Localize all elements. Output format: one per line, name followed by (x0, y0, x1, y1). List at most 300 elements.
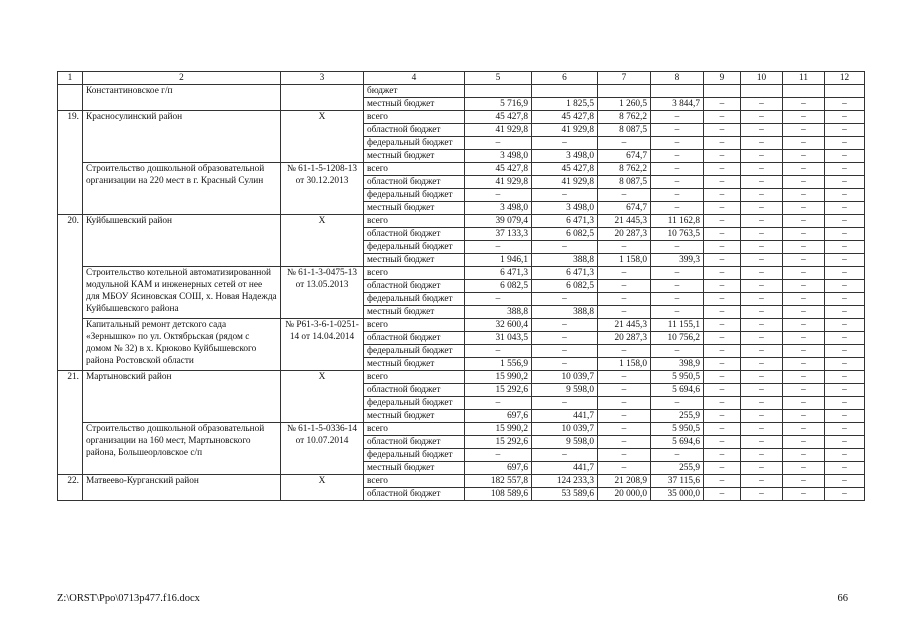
empty-dash-cell: – (825, 124, 865, 137)
budget-type-cell: местный бюджет (364, 462, 465, 475)
column-header: 7 (598, 72, 651, 85)
value-cell: 399,3 (651, 254, 704, 267)
empty-dash-cell: – (704, 267, 741, 280)
value-cell: 37 133,3 (465, 228, 532, 241)
value-cell: 398,9 (651, 358, 704, 371)
empty-dash-cell: – (783, 137, 825, 150)
empty-dash-cell: – (825, 345, 865, 358)
value-cell: 41 929,8 (532, 124, 598, 137)
empty-dash-cell: – (741, 124, 783, 137)
budget-type-cell: федеральный бюджет (364, 345, 465, 358)
value-cell: – (465, 241, 532, 254)
value-cell: 45 427,8 (465, 163, 532, 176)
budget-type-cell: всего (364, 111, 465, 124)
empty-dash-cell: – (825, 384, 865, 397)
value-cell: – (598, 397, 651, 410)
empty-dash-cell: – (704, 449, 741, 462)
empty-dash-cell: – (783, 475, 825, 488)
empty-dash-cell: – (741, 176, 783, 189)
empty-dash-cell: – (704, 124, 741, 137)
empty-dash-cell: – (704, 306, 741, 319)
empty-dash-cell: – (825, 176, 865, 189)
empty-dash-cell: – (783, 319, 825, 332)
value-cell: – (532, 345, 598, 358)
empty-dash-cell: – (783, 449, 825, 462)
value-cell: 41 929,8 (465, 176, 532, 189)
column-header: 4 (364, 72, 465, 85)
value-cell: – (598, 449, 651, 462)
column-header: 5 (465, 72, 532, 85)
value-cell (598, 85, 651, 98)
value-cell: – (532, 293, 598, 306)
empty-dash-cell: – (783, 254, 825, 267)
object-name-cell: Строительство дошкольной образовательной организации на 220 мест в г. Красный Сулин (83, 163, 281, 215)
value-cell: 20 287,3 (598, 332, 651, 345)
value-cell: 32 600,4 (465, 319, 532, 332)
value-cell: 45 427,8 (465, 111, 532, 124)
empty-dash-cell: – (783, 228, 825, 241)
value-cell: – (598, 280, 651, 293)
empty-dash-cell: – (741, 449, 783, 462)
empty-dash-cell: – (704, 137, 741, 150)
value-cell: – (651, 241, 704, 254)
table-row (58, 267, 865, 280)
empty-dash-cell: – (704, 111, 741, 124)
empty-dash-cell: – (825, 371, 865, 384)
value-cell (825, 85, 865, 98)
value-cell: 11 155,1 (651, 319, 704, 332)
empty-dash-cell: – (825, 150, 865, 163)
value-cell: 41 929,8 (532, 176, 598, 189)
budget-type-cell: всего (364, 319, 465, 332)
empty-dash-cell: – (783, 176, 825, 189)
row-number-cell: 19. (58, 111, 83, 215)
value-cell: 53 589,6 (532, 488, 598, 501)
empty-dash-cell: – (741, 410, 783, 423)
budget-type-cell: всего (364, 215, 465, 228)
empty-dash-cell: – (741, 436, 783, 449)
value-cell (532, 85, 598, 98)
empty-dash-cell: – (783, 202, 825, 215)
value-cell: 6 471,3 (465, 267, 532, 280)
value-cell: 45 427,8 (532, 163, 598, 176)
empty-dash-cell: – (741, 189, 783, 202)
value-cell: 124 233,3 (532, 475, 598, 488)
value-cell: – (598, 384, 651, 397)
value-cell: 37 115,6 (651, 475, 704, 488)
empty-dash-cell: – (704, 189, 741, 202)
empty-dash-cell: – (783, 267, 825, 280)
value-cell: 8 087,5 (598, 124, 651, 137)
empty-dash-cell: – (825, 215, 865, 228)
empty-dash-cell: – (783, 98, 825, 111)
empty-dash-cell: – (704, 436, 741, 449)
value-cell: 5 694,6 (651, 384, 704, 397)
empty-dash-cell: – (825, 436, 865, 449)
value-cell: – (465, 293, 532, 306)
value-cell: 5 950,5 (651, 423, 704, 436)
value-cell: 697,6 (465, 462, 532, 475)
empty-dash-cell: – (741, 488, 783, 501)
value-cell: – (465, 397, 532, 410)
object-name-cell: Капитальный ремонт детского сада «Зернышко» по ул. Октябрьская (рядом с домом № 32) в х. Крюково Куйбышевского района Ростовской области (83, 319, 281, 371)
value-cell: 45 427,8 (532, 111, 598, 124)
empty-dash-cell: – (825, 228, 865, 241)
budget-type-cell: федеральный бюджет (364, 397, 465, 410)
value-cell: – (651, 176, 704, 189)
district-name-cell: Мартыновский район (83, 371, 281, 423)
object-name-cell: Строительство дошкольной образовательной организации на 160 мест, Мартыновского района, Большеорловское с/п (83, 423, 281, 475)
value-cell: 8 087,5 (598, 176, 651, 189)
value-cell: 182 557,8 (465, 475, 532, 488)
empty-dash-cell: – (825, 98, 865, 111)
value-cell: 8 762,2 (598, 163, 651, 176)
empty-dash-cell: – (741, 267, 783, 280)
empty-dash-cell: – (704, 150, 741, 163)
budget-type-cell: федеральный бюджет (364, 241, 465, 254)
column-number-row (58, 72, 865, 85)
budget-type-cell: областной бюджет (364, 124, 465, 137)
value-cell: 6 082,5 (532, 280, 598, 293)
value-cell: 21 445,3 (598, 215, 651, 228)
value-cell: 9 598,0 (532, 436, 598, 449)
value-cell: 1 556,9 (465, 358, 532, 371)
empty-dash-cell: – (704, 176, 741, 189)
value-cell: 3 498,0 (532, 202, 598, 215)
empty-dash-cell: – (704, 358, 741, 371)
empty-dash-cell: – (704, 410, 741, 423)
empty-dash-cell: – (741, 423, 783, 436)
budget-type-cell: областной бюджет (364, 176, 465, 189)
value-cell: – (532, 358, 598, 371)
budget-type-cell: местный бюджет (364, 410, 465, 423)
empty-dash-cell: – (704, 345, 741, 358)
value-cell: – (598, 410, 651, 423)
empty-dash-cell: – (825, 189, 865, 202)
value-cell: 5 950,5 (651, 371, 704, 384)
empty-dash-cell: – (741, 111, 783, 124)
empty-dash-cell: – (783, 384, 825, 397)
value-cell: 6 471,3 (532, 267, 598, 280)
value-cell: 697,6 (465, 410, 532, 423)
budget-type-cell: всего (364, 475, 465, 488)
empty-dash-cell: – (825, 462, 865, 475)
empty-dash-cell: – (741, 293, 783, 306)
empty-dash-cell: – (825, 163, 865, 176)
empty-dash-cell: – (783, 306, 825, 319)
empty-dash-cell: – (825, 293, 865, 306)
column-header: 1 (58, 72, 83, 85)
cross-mark-cell: Х (281, 475, 364, 501)
value-cell: 441,7 (532, 462, 598, 475)
cross-mark-cell: Х (281, 215, 364, 267)
empty-dash-cell: – (825, 488, 865, 501)
budget-type-cell: областной бюджет (364, 488, 465, 501)
value-cell: – (651, 137, 704, 150)
budget-type-cell: всего (364, 163, 465, 176)
empty-dash-cell: – (704, 215, 741, 228)
empty-dash-cell: – (783, 345, 825, 358)
row-number-cell: 22. (58, 475, 83, 501)
budget-type-cell: местный бюджет (364, 98, 465, 111)
empty-dash-cell: – (741, 137, 783, 150)
budget-type-cell: областной бюджет (364, 332, 465, 345)
empty-dash-cell: – (825, 202, 865, 215)
value-cell: – (598, 436, 651, 449)
empty-dash-cell: – (825, 423, 865, 436)
value-cell: 20 000,0 (598, 488, 651, 501)
empty-dash-cell: – (741, 241, 783, 254)
value-cell: 1 158,0 (598, 358, 651, 371)
column-header: 3 (281, 72, 364, 85)
value-cell: – (532, 189, 598, 202)
empty-dash-cell: – (825, 254, 865, 267)
table-row (58, 475, 865, 488)
empty-dash-cell: – (783, 488, 825, 501)
table-row (58, 423, 865, 436)
column-header: 6 (532, 72, 598, 85)
empty-dash-cell: – (783, 215, 825, 228)
value-cell: 1 825,5 (532, 98, 598, 111)
budget-type-cell: федеральный бюджет (364, 137, 465, 150)
value-cell: 21 445,3 (598, 319, 651, 332)
budget-type-cell: местный бюджет (364, 358, 465, 371)
value-cell: – (598, 345, 651, 358)
value-cell: 674,7 (598, 150, 651, 163)
budget-type-cell: областной бюджет (364, 280, 465, 293)
district-name-cell: Матвеево-Курганский район (83, 475, 281, 501)
empty-dash-cell: – (783, 189, 825, 202)
value-cell: 3 498,0 (465, 202, 532, 215)
page-number: 66 (837, 593, 848, 604)
value-cell: – (651, 202, 704, 215)
value-cell (651, 85, 704, 98)
value-cell: – (465, 345, 532, 358)
empty-dash-cell: – (825, 332, 865, 345)
empty-dash-cell: – (741, 319, 783, 332)
value-cell: 6 471,3 (532, 215, 598, 228)
value-cell: 15 292,6 (465, 384, 532, 397)
column-header: 8 (651, 72, 704, 85)
value-cell: 10 756,2 (651, 332, 704, 345)
empty-dash-cell: – (783, 293, 825, 306)
empty-dash-cell: – (704, 462, 741, 475)
empty-dash-cell: – (704, 293, 741, 306)
empty-dash-cell: – (741, 475, 783, 488)
empty-dash-cell: – (704, 384, 741, 397)
empty-dash-cell: – (741, 371, 783, 384)
value-cell: – (651, 280, 704, 293)
value-cell: – (465, 189, 532, 202)
district-name-cell: Куйбышевский район (83, 215, 281, 267)
empty-dash-cell: – (825, 475, 865, 488)
value-cell (741, 85, 783, 98)
value-cell: 6 082,5 (532, 228, 598, 241)
empty-dash-cell: – (704, 254, 741, 267)
doc-cell (281, 85, 364, 111)
empty-dash-cell: – (741, 215, 783, 228)
value-cell: – (651, 345, 704, 358)
value-cell: – (651, 397, 704, 410)
value-cell: 10 763,5 (651, 228, 704, 241)
value-cell: – (598, 462, 651, 475)
empty-dash-cell: – (825, 137, 865, 150)
value-cell: 108 589,6 (465, 488, 532, 501)
empty-dash-cell: – (741, 345, 783, 358)
row-number-cell (58, 85, 83, 111)
value-cell: 388,8 (465, 306, 532, 319)
value-cell: 388,8 (532, 254, 598, 267)
empty-dash-cell: – (704, 423, 741, 436)
object-name-cell: Строительство котельной автоматизированной модульной КАМ и инженерных сетей от нее для МБОУ Ясиновская СОШ, х. Новая Надежда Куйбышевского района (83, 267, 281, 319)
empty-dash-cell: – (783, 358, 825, 371)
column-header: 9 (704, 72, 741, 85)
budget-type-cell: федеральный бюджет (364, 293, 465, 306)
value-cell: – (651, 293, 704, 306)
doc-cell: № 61-1-5-0336-14 от 10.07.2014 (281, 423, 364, 475)
object-name-cell: Константиновское г/п (83, 85, 281, 111)
empty-dash-cell: – (704, 163, 741, 176)
value-cell: – (598, 137, 651, 150)
value-cell: – (532, 332, 598, 345)
empty-dash-cell: – (783, 410, 825, 423)
value-cell: 41 929,8 (465, 124, 532, 137)
value-cell: 255,9 (651, 410, 704, 423)
value-cell: 1 946,1 (465, 254, 532, 267)
value-cell: 39 079,4 (465, 215, 532, 228)
value-cell: – (598, 371, 651, 384)
empty-dash-cell: – (783, 397, 825, 410)
value-cell: 3 498,0 (532, 150, 598, 163)
empty-dash-cell: – (825, 111, 865, 124)
value-cell: 674,7 (598, 202, 651, 215)
district-name-cell: Красносулинский район (83, 111, 281, 163)
empty-dash-cell: – (825, 358, 865, 371)
value-cell: – (532, 241, 598, 254)
file-path: Z:\ORST\Ppo\0713p477.f16.docx (57, 593, 200, 604)
empty-dash-cell: – (704, 280, 741, 293)
value-cell: 255,9 (651, 462, 704, 475)
empty-dash-cell: – (783, 423, 825, 436)
value-cell: 20 287,3 (598, 228, 651, 241)
empty-dash-cell: – (783, 371, 825, 384)
budget-type-cell: местный бюджет (364, 202, 465, 215)
budget-type-cell: всего (364, 371, 465, 384)
empty-dash-cell: – (741, 228, 783, 241)
empty-dash-cell: – (825, 267, 865, 280)
value-cell: 35 000,0 (651, 488, 704, 501)
value-cell: 15 292,6 (465, 436, 532, 449)
empty-dash-cell: – (741, 332, 783, 345)
empty-dash-cell: – (704, 488, 741, 501)
value-cell (783, 85, 825, 98)
value-cell: – (651, 449, 704, 462)
empty-dash-cell: – (704, 228, 741, 241)
row-number-cell: 20. (58, 215, 83, 371)
value-cell: – (532, 397, 598, 410)
doc-cell: № 61-1-3-0475-13 от 13.05.2013 (281, 267, 364, 319)
value-cell: 1 260,5 (598, 98, 651, 111)
table-row (58, 163, 865, 176)
value-cell: – (651, 163, 704, 176)
value-cell: 10 039,7 (532, 423, 598, 436)
value-cell: – (532, 449, 598, 462)
value-cell: – (598, 306, 651, 319)
empty-dash-cell: – (741, 306, 783, 319)
empty-dash-cell: – (783, 124, 825, 137)
value-cell: 388,8 (532, 306, 598, 319)
column-header: 11 (783, 72, 825, 85)
empty-dash-cell: – (741, 384, 783, 397)
empty-dash-cell: – (704, 241, 741, 254)
value-cell: – (651, 150, 704, 163)
empty-dash-cell: – (704, 332, 741, 345)
row-number-cell: 21. (58, 371, 83, 475)
value-cell: 9 598,0 (532, 384, 598, 397)
empty-dash-cell: – (741, 98, 783, 111)
column-header: 2 (83, 72, 281, 85)
cross-mark-cell: Х (281, 371, 364, 423)
empty-dash-cell: – (825, 241, 865, 254)
value-cell: – (532, 137, 598, 150)
empty-dash-cell: – (783, 163, 825, 176)
value-cell: – (465, 137, 532, 150)
value-cell: 1 158,0 (598, 254, 651, 267)
empty-dash-cell: – (704, 371, 741, 384)
budget-type-cell: всего (364, 423, 465, 436)
value-cell: – (532, 319, 598, 332)
budget-type-cell: местный бюджет (364, 306, 465, 319)
value-cell: 11 162,8 (651, 215, 704, 228)
value-cell (465, 85, 532, 98)
value-cell (704, 85, 741, 98)
value-cell: – (598, 189, 651, 202)
empty-dash-cell: – (741, 163, 783, 176)
value-cell: 21 208,9 (598, 475, 651, 488)
value-cell: – (651, 306, 704, 319)
value-cell: – (598, 241, 651, 254)
empty-dash-cell: – (741, 280, 783, 293)
value-cell: – (598, 423, 651, 436)
value-cell: 5 716,9 (465, 98, 532, 111)
table-row (58, 85, 865, 98)
value-cell: 3 844,7 (651, 98, 704, 111)
value-cell: – (651, 267, 704, 280)
doc-cell: № Р61-3-6-1-0251-14 от 14.04.2014 (281, 319, 364, 371)
value-cell: 5 694,6 (651, 436, 704, 449)
budget-type-cell: бюджет (364, 85, 465, 98)
empty-dash-cell: – (704, 397, 741, 410)
empty-dash-cell: – (783, 332, 825, 345)
value-cell: 6 082,5 (465, 280, 532, 293)
empty-dash-cell: – (741, 150, 783, 163)
empty-dash-cell: – (704, 202, 741, 215)
budget-type-cell: местный бюджет (364, 254, 465, 267)
budget-type-cell: всего (364, 267, 465, 280)
empty-dash-cell: – (741, 358, 783, 371)
empty-dash-cell: – (825, 280, 865, 293)
budget-type-cell: областной бюджет (364, 228, 465, 241)
empty-dash-cell: – (783, 280, 825, 293)
value-cell: 8 762,2 (598, 111, 651, 124)
empty-dash-cell: – (704, 98, 741, 111)
budget-table (57, 71, 865, 501)
empty-dash-cell: – (741, 397, 783, 410)
empty-dash-cell: – (825, 306, 865, 319)
empty-dash-cell: – (783, 150, 825, 163)
value-cell: – (651, 189, 704, 202)
empty-dash-cell: – (825, 397, 865, 410)
